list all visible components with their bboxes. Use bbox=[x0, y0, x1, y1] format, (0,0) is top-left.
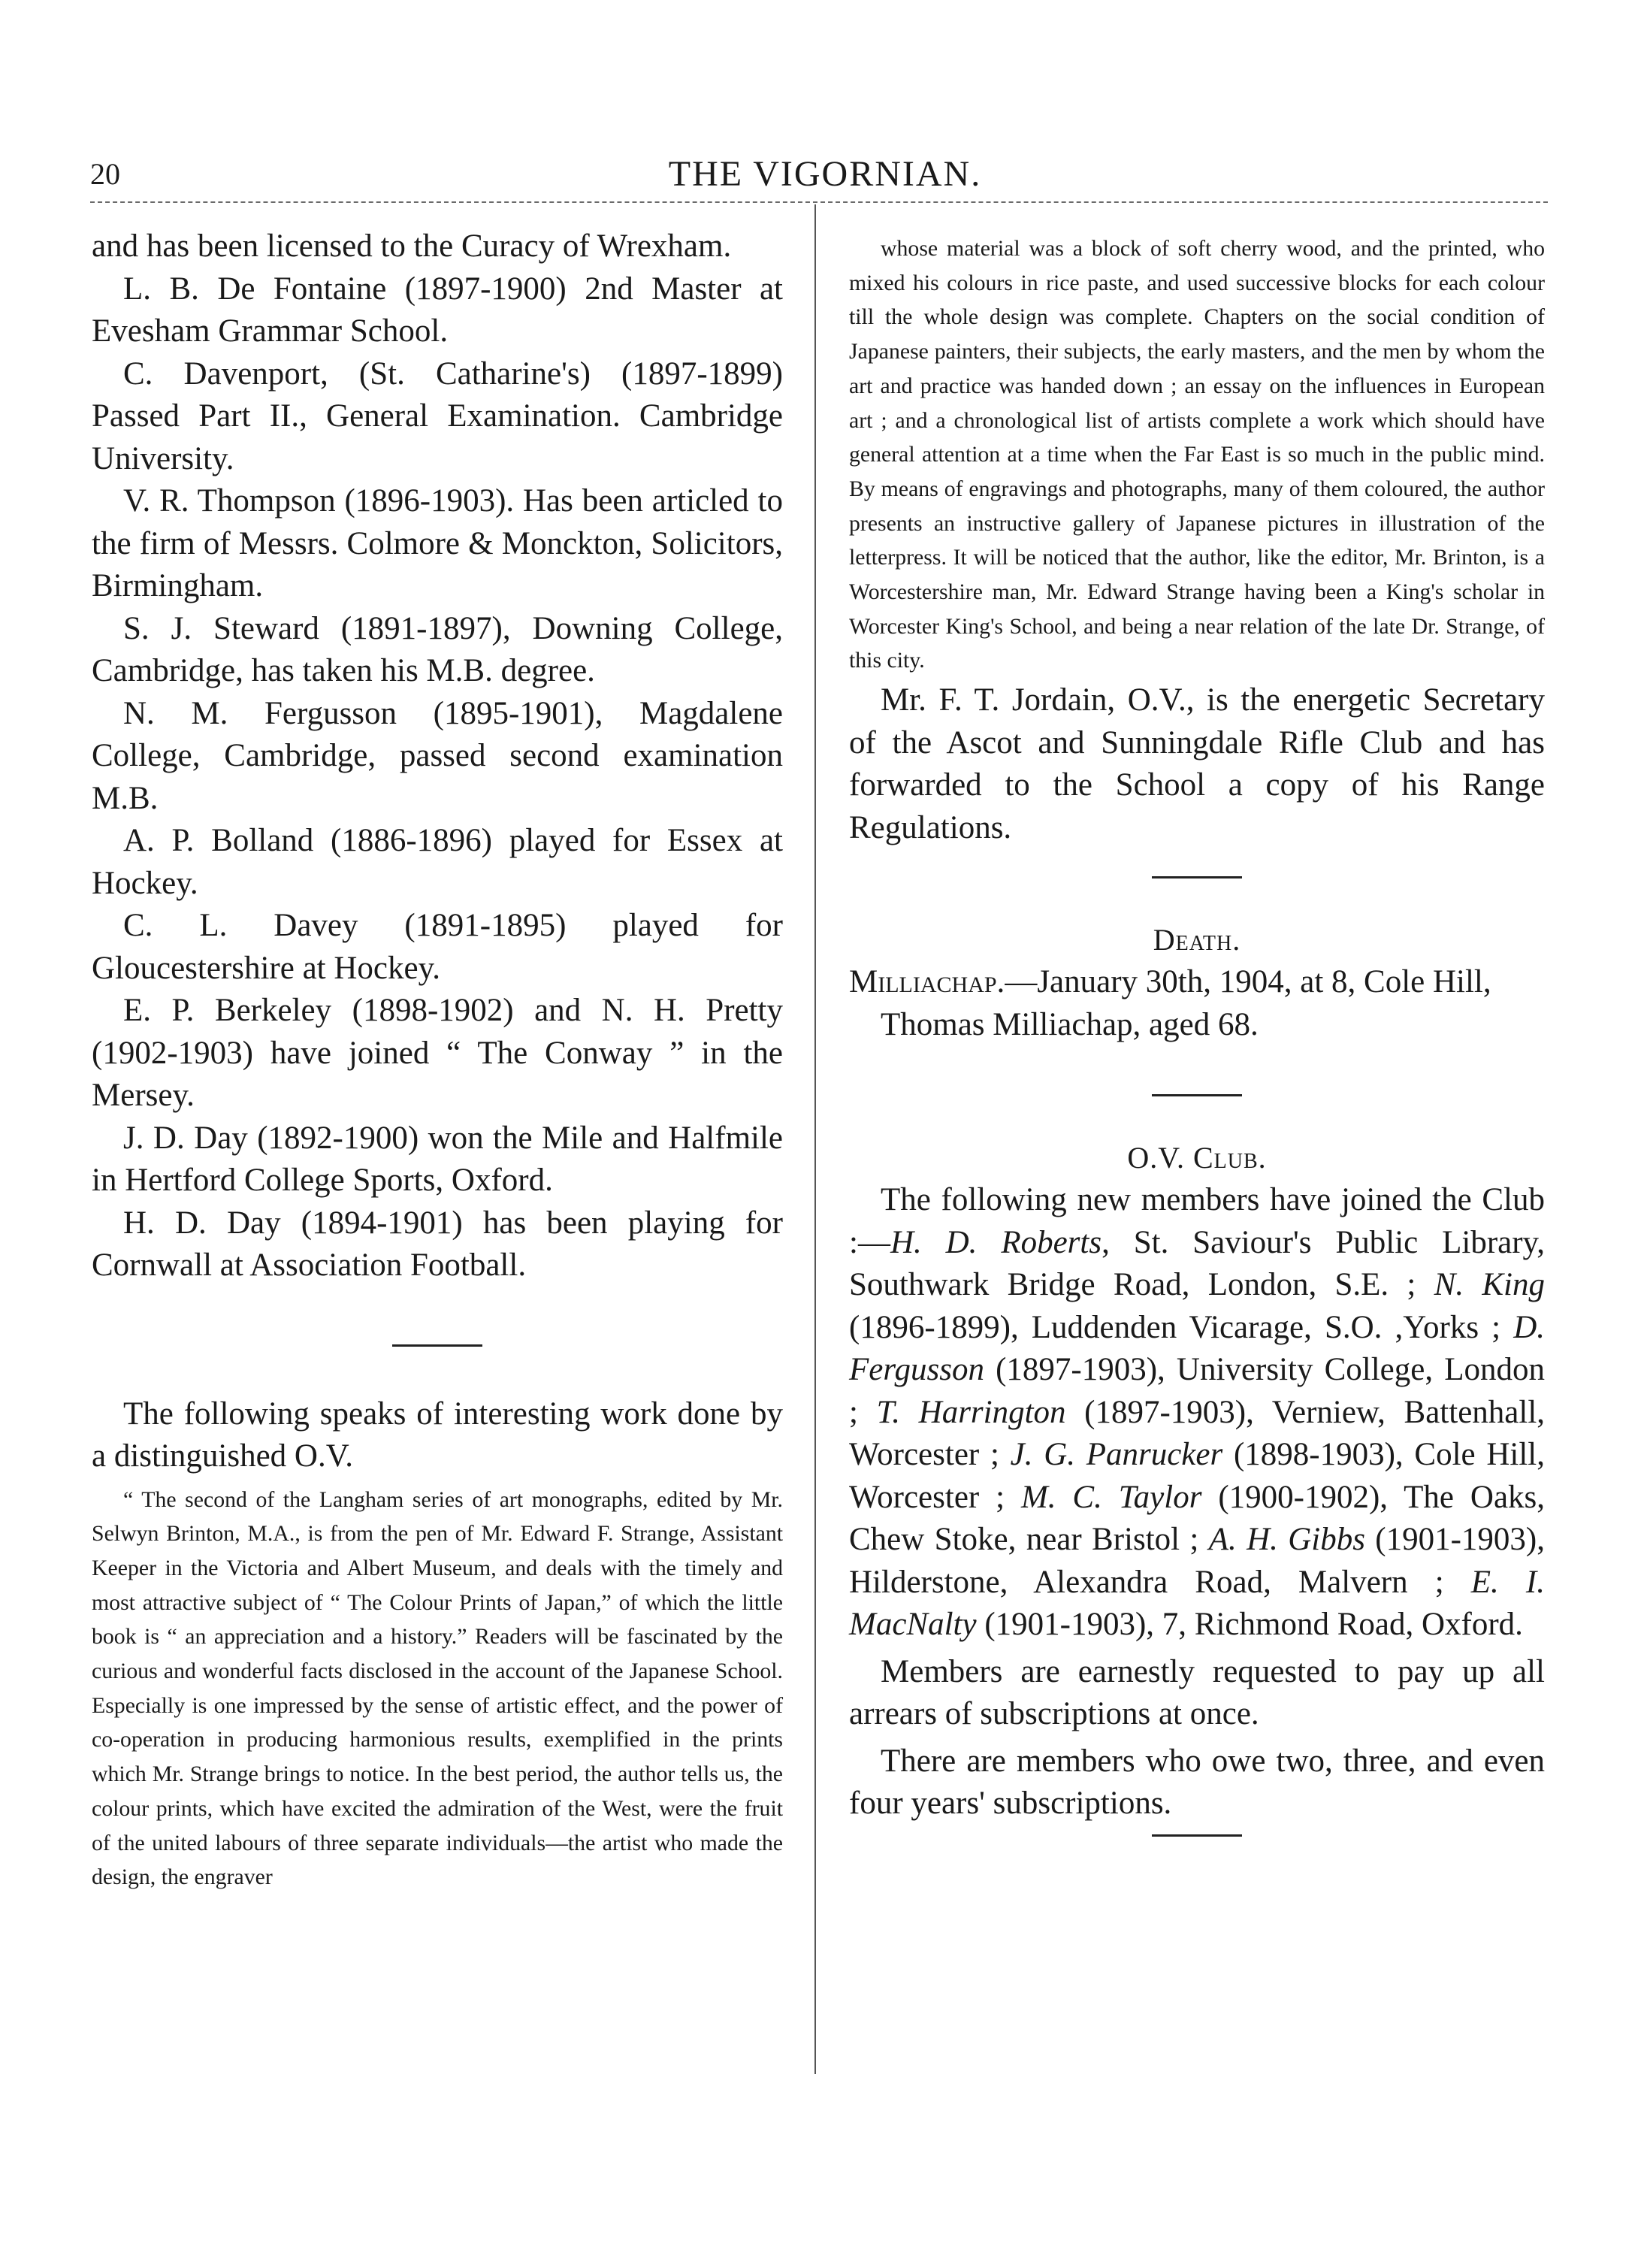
article-quote: “ The second of the Langham series of art monographs, edited by Mr. Selwyn Brinton, M.A., is from the pen of Mr. Edward F. Strange, Assistant Keeper in the Victoria and Albert Museum, and deals with the timely and most attractive subject of “ The Colour Prints of Japan,” of which the little book is “ an appreciation and a history.” Readers will be fascinated by the curious and wonderful facts disclosed in the account of the Japanese School. Especially is one impressed by the sense of artistic effect, and the power of co-operation in producing harmonious results, exemplified in the prints which Mr. Strange brings to notice. In the best period, the author tells us, the colour prints, which have excited the admiration of the West, were the fruit of the united labours of three separate individuals—the artist who made the design, the engraver bbox=[92, 1486, 783, 1890]
member-detail: (1896-1899), Luddenden Vicarage, S.O. ,Yorks ; bbox=[849, 1309, 1514, 1345]
news-item: S. J. Steward (1891-1897), Downing College, Cambridge, has taken his M.B. degree. bbox=[92, 610, 783, 688]
right-column bbox=[849, 225, 1545, 1837]
jordain-note: Mr. F. T. Jordain, O.V., is the energetic Secretary of the Ascot and Sunningdale Rifle Club and has forwarded to the School a copy of his Range Regulations. bbox=[849, 682, 1545, 845]
member-name: N. King bbox=[1434, 1267, 1546, 1303]
death-notice-text: —January 30th, 1904, at 8, Cole Hill, Thomas Milliachap, aged 68. bbox=[881, 964, 1491, 1042]
member-detail: (1900-1902), The Oaks, Chew Stoke, near Bristol ; bbox=[849, 1479, 1546, 1558]
news-item: C. L. Davey (1891-1895) played for Gloucestershire at Hockey. bbox=[92, 908, 783, 986]
news-item: E. P. Berkeley (1898-1902) and N. H. Pretty (1902-1903) have joined “ The Conway ” in the Mersey. bbox=[92, 993, 783, 1113]
member-name: J. G. Panrucker bbox=[1010, 1437, 1223, 1473]
member-name: A. H. Gibbs bbox=[1208, 1522, 1365, 1558]
news-item: and has been licensed to the Curacy of Wrexham. bbox=[92, 228, 732, 264]
column-divider bbox=[814, 204, 816, 2074]
article-intro: The following speaks of interesting work done by a distinguished O.V. bbox=[92, 1396, 783, 1474]
death-notice bbox=[849, 961, 1545, 1046]
section-separator bbox=[1152, 1834, 1242, 1837]
header-rule bbox=[90, 201, 1548, 203]
news-item: J. D. Day (1892-1900) won the Mile and Halfmile in Hertford College Sports, Oxford. bbox=[92, 1120, 783, 1198]
member-detail: (1901-1903), 7, Richmond Road, Oxford. bbox=[976, 1607, 1523, 1643]
news-item: V. R. Thompson (1896-1903). Has been articled to the firm of Messrs. Colmore & Monckton, Solicitors, Birmingham. bbox=[92, 483, 783, 603]
news-item: L. B. De Fontaine (1897-1900) 2nd Master at Evesham Grammar School. bbox=[92, 271, 783, 349]
news-item: C. Davenport, (St. Catharine's) (1897-1899) Passed Part II., General Examination. Cambridge University. bbox=[92, 355, 783, 476]
member-detail: (1898-1903), Cole Hill, Worcester ; bbox=[849, 1437, 1545, 1515]
news-item: A. P. Bolland (1886-1896) played for Essex at Hockey. bbox=[92, 823, 783, 901]
left-column bbox=[92, 225, 783, 1895]
ov-club-heading: O.V. Club. bbox=[1127, 1141, 1267, 1175]
page-number: 20 bbox=[90, 157, 120, 191]
member-name: D. Fergusson bbox=[849, 1309, 1545, 1388]
ov-club-members bbox=[849, 1179, 1545, 1647]
death-notice-name: Milliachap. bbox=[849, 964, 1005, 1000]
section-separator bbox=[392, 1344, 482, 1347]
member-name: M. C. Taylor bbox=[1020, 1479, 1202, 1515]
owe-note: There are members who owe two, three, and even four years' subscriptions. bbox=[849, 1743, 1545, 1822]
member-detail: (1897-1903), University College, London ; bbox=[849, 1352, 1545, 1430]
member-detail: (1897-1903), Verniew, Battenhall, Worcester ; bbox=[849, 1394, 1546, 1473]
death-heading: Death. bbox=[1153, 923, 1241, 957]
members-intro: The following new members have joined the Club :— bbox=[849, 1182, 1545, 1260]
member-name: T. Harrington bbox=[876, 1394, 1066, 1430]
member-name: E. I. MacNalty bbox=[849, 1564, 1545, 1643]
member-detail: , St. Saviour's Public Library, Southwark Bridge Road, London, S.E. ; bbox=[849, 1224, 1546, 1303]
news-item: H. D. Day (1894-1901) has been playing for Cornwall at Association Football. bbox=[92, 1205, 783, 1283]
article-quote-continued: whose material was a block of soft cherry wood, and the printed, who mixed his colours in rice paste, and used successive blocks for each colour till the whole design was complete. Chapters on the social condition of Japanese painters, their subjects, the early masters, and the men by whom the art and practice was handed down ; an essay on the influences in European art ; and a chronological list of artists complete a work which should have general attention at a time when the Far East is so much in the public mind. By means of engravings and photographs, many of them coloured, the author presents an instructive gallery of Japanese pictures in illustration of the letterpress. It will be noticed that the author, like the editor, Mr. Brinton, is a Worcestershire man, Mr. Edward Strange having been a King's scholar in Worcester King's School, and being a near relation of the late Dr. Strange, of this city. bbox=[849, 236, 1545, 673]
member-detail: (1901-1903), Hilderstone, Alexandra Road, Malvern ; bbox=[849, 1522, 1545, 1600]
page-title: THE VIGORNIAN. bbox=[668, 154, 982, 194]
arrears-note: Members are earnestly requested to pay up all arrears of subscriptions at once. bbox=[849, 1653, 1545, 1732]
member-name: H. D. Roberts bbox=[890, 1224, 1102, 1260]
news-item: N. M. Fergusson (1895-1901), Magdalene College, Cambridge, passed second examination M.B. bbox=[92, 695, 783, 816]
section-separator bbox=[1152, 1094, 1242, 1096]
section-separator bbox=[1152, 876, 1242, 878]
